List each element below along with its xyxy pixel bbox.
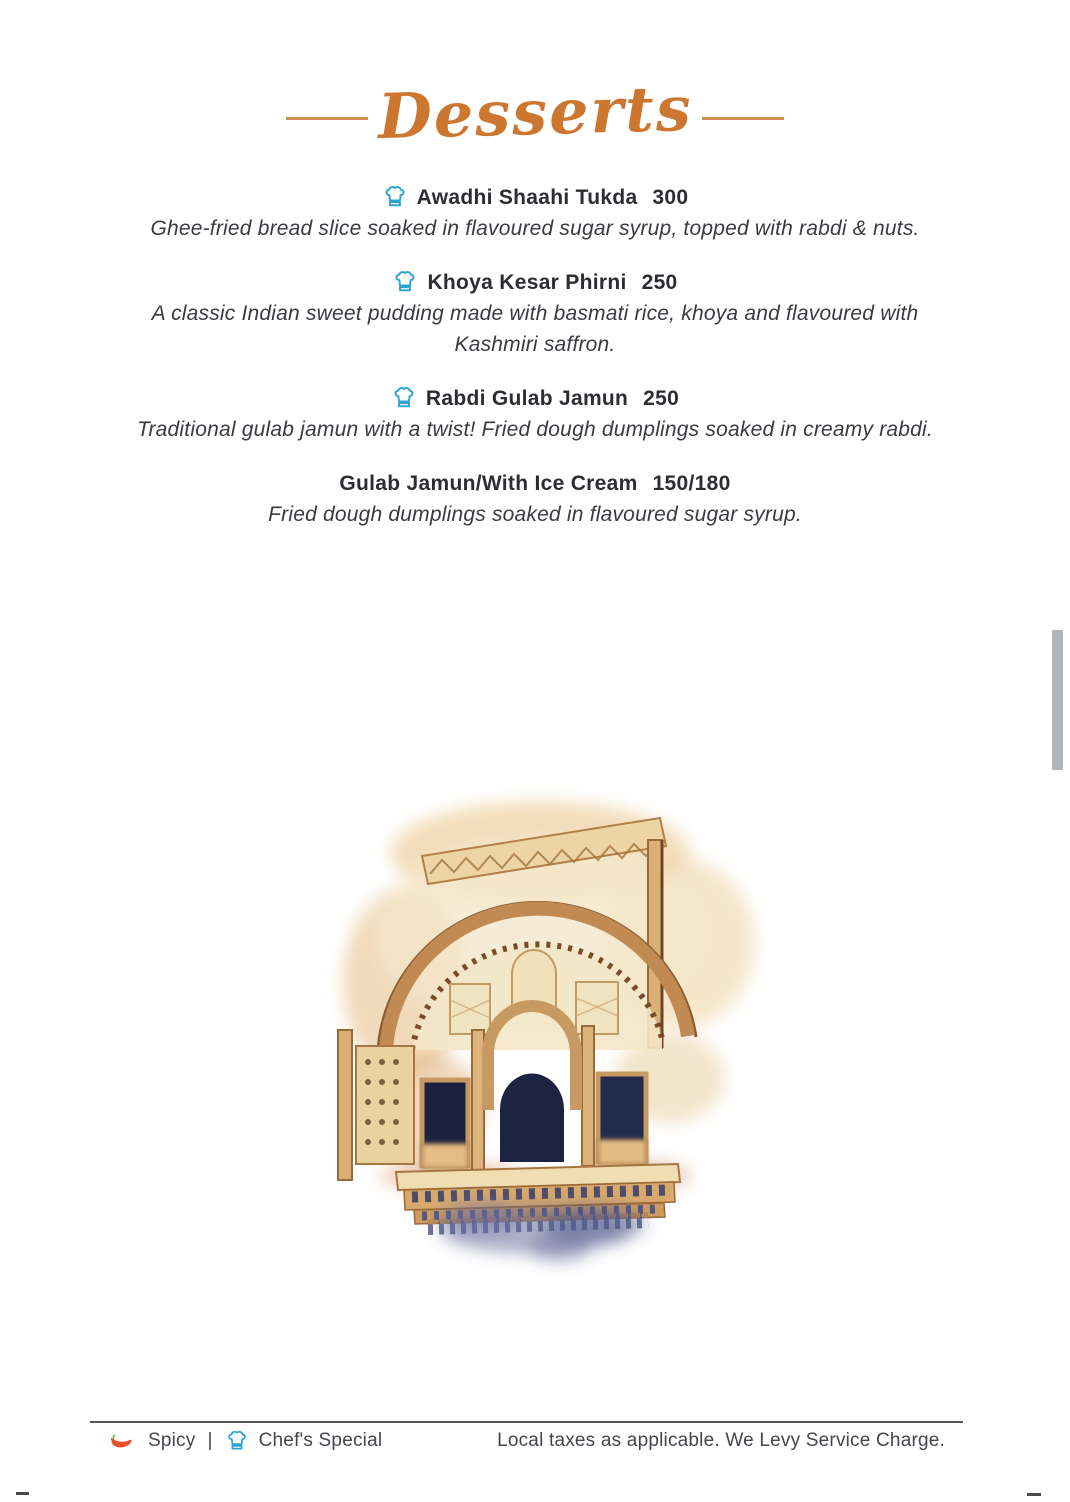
chef-hat-icon xyxy=(392,269,418,295)
menu-item-name: Awadhi Shaahi Tukda xyxy=(416,186,638,209)
chili-icon xyxy=(108,1430,138,1454)
title-flourish-left xyxy=(286,117,368,120)
title-flourish-right xyxy=(702,117,784,120)
chef-hat-icon xyxy=(225,1429,249,1453)
menu-item-description: Fried dough dumplings soaked in flavoured sugar syrup. xyxy=(268,503,802,526)
scrollbar-thumb[interactable] xyxy=(1052,630,1063,770)
legend xyxy=(90,1428,382,1454)
chefs-special-label: Chef's Special xyxy=(258,1430,383,1451)
menu-item-price: 300 xyxy=(652,186,689,209)
menu-item-price: 250 xyxy=(643,387,680,410)
menu-item-title xyxy=(115,268,955,298)
menu-item-description: A classic Indian sweet pudding made with basmati rice, khoya and flavoured with Kashmiri saffron. xyxy=(151,302,919,356)
menu-item xyxy=(115,183,955,244)
menu-list xyxy=(115,183,955,530)
menu-item-name: Khoya Kesar Phirni xyxy=(427,271,627,294)
legend-separator: | xyxy=(207,1430,213,1451)
jharokha-illustration xyxy=(330,778,750,1230)
spicy-label: Spicy xyxy=(148,1430,196,1451)
menu-item-name: Rabdi Gulab Jamun xyxy=(425,387,629,410)
menu-item-price: 150/180 xyxy=(652,472,731,495)
menu-item-description: Traditional gulab jamun with a twist! Fried dough dumplings soaked in creamy rabdi. xyxy=(137,418,933,441)
menu-item-title xyxy=(115,384,955,414)
menu-item xyxy=(115,469,955,530)
tax-note: Local taxes as applicable. We Levy Service Charge. xyxy=(497,1430,945,1451)
menu-item xyxy=(115,384,955,445)
page-title: Desserts xyxy=(376,71,694,154)
menu-item-price: 250 xyxy=(641,271,678,294)
menu-item xyxy=(115,268,955,360)
menu-item-title xyxy=(115,469,955,499)
page-header xyxy=(0,68,1070,158)
crop-mark-right xyxy=(1027,1493,1041,1496)
chef-hat-icon xyxy=(391,385,417,411)
chef-hat-icon xyxy=(382,184,408,210)
menu-item-title xyxy=(115,183,955,213)
footer-divider xyxy=(90,1421,963,1423)
menu-item-description: Ghee-fried bread slice soaked in flavoured sugar syrup, topped with rabdi & nuts. xyxy=(150,217,920,240)
menu-item-name: Gulab Jamun/With Ice Cream xyxy=(339,472,638,495)
footer xyxy=(90,1428,963,1454)
crop-mark-left xyxy=(16,1492,29,1495)
